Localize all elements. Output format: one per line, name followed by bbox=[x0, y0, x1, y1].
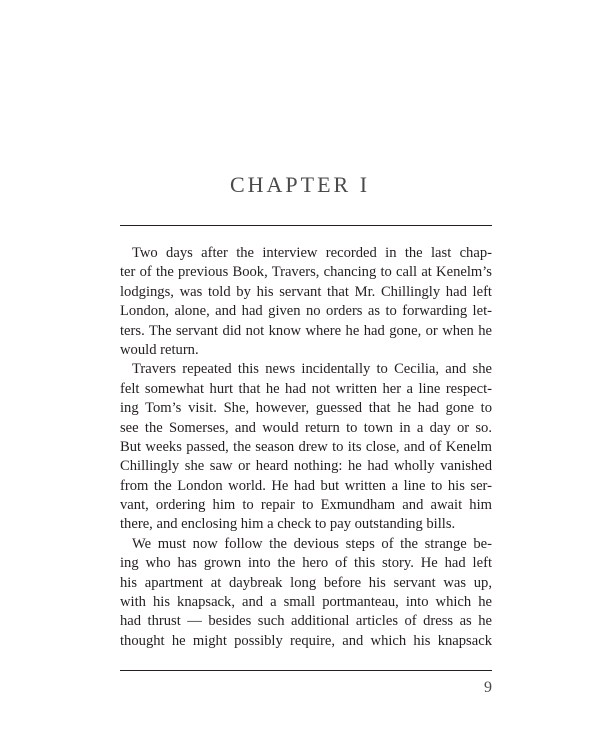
text-line: Chillingly she saw or heard nothing: he had wholly vanished bbox=[120, 458, 492, 475]
text-line: But weeks passed, the season drew to its close, and of Kenelm bbox=[120, 438, 492, 455]
text-line: We must now follow the devious steps of the strange be- bbox=[132, 535, 492, 552]
text-line: would return. bbox=[120, 341, 199, 358]
text-line: with his knapsack, and a small portmanteau, into which he bbox=[120, 594, 492, 611]
page-number: 9 bbox=[484, 679, 492, 696]
text-line: had thrust — besides such additional articles of dress as he bbox=[120, 613, 492, 630]
chapter-title: CHAPTER I bbox=[229, 172, 371, 197]
top-rule bbox=[120, 225, 492, 226]
bottom-rule bbox=[120, 670, 492, 671]
text-line: ing Tom’s visit. She, however, guessed that he had gone to bbox=[120, 400, 492, 417]
chapter-body bbox=[120, 244, 492, 651]
text-line: lodgings, was told by his servant that Mr. Chillingly had left bbox=[120, 283, 492, 300]
text-line: from the London world. He had but written a line to his ser- bbox=[120, 477, 492, 494]
text-line: Two days after the interview recorded in the last chap- bbox=[132, 245, 492, 261]
text-line: ters. The servant did not know where he had gone, or when he bbox=[120, 322, 492, 339]
text-line: ing who has grown into the hero of this story. He had left bbox=[120, 555, 492, 572]
text-line: there, and enclosing him a check to pay outstanding bills. bbox=[120, 516, 456, 533]
text-line: ter of the previous Book, Travers, chancing to call at Kenelm’s bbox=[120, 264, 492, 281]
text-line: felt somewhat hurt that he had not written her a line respect- bbox=[120, 380, 492, 397]
text-line: his apartment at daybreak long before his servant was up, bbox=[120, 574, 492, 591]
text-line: vant, ordering him to repair to Exmundham and await him bbox=[120, 497, 492, 514]
text-line: see the Somerses, and would return to town in a day or so. bbox=[120, 419, 492, 436]
text-line: London, alone, and had given no orders as to forwarding let- bbox=[120, 303, 492, 320]
text-line: Travers repeated this news incidentally to Cecilia, and she bbox=[132, 361, 492, 378]
text-line: thought he might possibly require, and which his knapsack bbox=[120, 632, 492, 649]
